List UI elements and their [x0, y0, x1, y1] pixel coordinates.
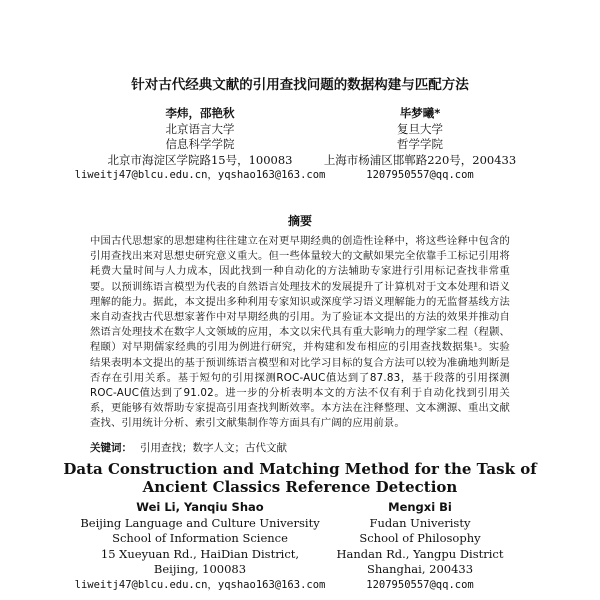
email: liweitj47@blcu.edu.cn，yqshao163@163.com — [74, 578, 326, 591]
affiliation: 北京语言大学 — [165, 121, 235, 136]
address-city: Shanghai, 200433 — [366, 562, 474, 576]
keywords-text: 引用查找；数字人文；古代文献 — [140, 442, 287, 454]
affiliation-dept: School of Information Science — [112, 531, 288, 545]
author-names: 毕梦曦* — [399, 106, 441, 120]
keywords-label: 关键词： — [90, 442, 132, 454]
author-block-zh-1 — [70, 106, 330, 184]
author-names: Wei Li, Yanqiu Shao — [136, 500, 264, 514]
affiliation: Fudan Univeristy — [369, 515, 471, 530]
keywords — [90, 440, 287, 455]
affiliation-dept: 哲学学院 — [397, 137, 443, 151]
affiliation-dept: 信息科学学院 — [165, 137, 235, 151]
address: 15 Xueyuan Rd., HaiDian District, — [100, 546, 300, 561]
affiliation: Beijing Language and Culture University — [80, 515, 320, 530]
author-block-zh-2 — [310, 106, 530, 184]
title-en-line-2: Ancient Classics Reference Detection — [142, 478, 458, 496]
author-names: Mengxi Bi — [388, 500, 452, 514]
email: liweitj47@blcu.edu.cn，yqshao163@163.com — [74, 169, 326, 181]
email: 1207950557@qq.com — [366, 578, 474, 591]
address: 北京市海淀区学院路15号，100083 — [107, 152, 293, 167]
abstract-heading: 摘要 — [287, 214, 312, 228]
abstract-text: 中国古代思想家的思想建构往往建立在对更早期经典的创造性诠释中，将这些诠释中包含的引用查找出来对思想史研究意义重大。但一些体量较大的文献如果完全依靠手工标记引用将耗费大量时间与人力成本，因此找到一种自动化的方法辅助专家进行引用标记查找非常重要。以预训练语言模型为代表的自然语言处理技术的发展提升了计算机对于文本处理和语义理解的能力。据此，本文提出多种利用专家知识或深度学习语义理解能力的无监督基线方法来自动查找古代思想家著作中对早期经典的引用。为了验证本文提出的方法的效果并推动自然语言处理技术在数字人文领域的应用，本文以宋代具有重大影响力的理学家二程（程颢、程颐）对早期儒家经典的引用为例进行研究，并构建和发布相应的引用查找数据集¹。实验结果表明本文提出的基于预训练语言模型和对比学习目标的复合方法可以较为准确地判断是否存在引用关系。基于短句的引用探测ROC-AUC值达到了87.83，基于段落的引用探测ROC-AUC值达到了91.02。进一步的分析表明本文的方法不仅有利于自动化找到引用关系，更能够有效帮助专家提高引用查找判断效率。本方法在注释整理、文本溯源、重出文献查找、引用统计分析、索引文献集制作等方面具有广阔的应用前景。 — [90, 235, 510, 430]
address-city: Beijing, 100083 — [153, 562, 247, 576]
address: Handan Rd., Yangpu District — [336, 546, 504, 561]
affiliation: 复旦大学 — [397, 121, 443, 136]
author-names: 李炜，邵艳秋 — [165, 106, 235, 120]
title-en-line-1: Data Construction and Matching Method for the Task of — [63, 460, 537, 478]
address: 上海市杨浦区邯郸路220号，200433 — [323, 152, 517, 167]
title-zh: 针对古代经典文献的引用查找问题的数据构建与匹配方法 — [131, 77, 469, 93]
email: 1207950557@qq.com — [366, 169, 474, 181]
author-block-en-1 — [60, 500, 340, 593]
title-en — [0, 460, 600, 496]
author-block-en-2 — [310, 500, 530, 593]
affiliation-dept: School of Philosophy — [359, 531, 481, 545]
